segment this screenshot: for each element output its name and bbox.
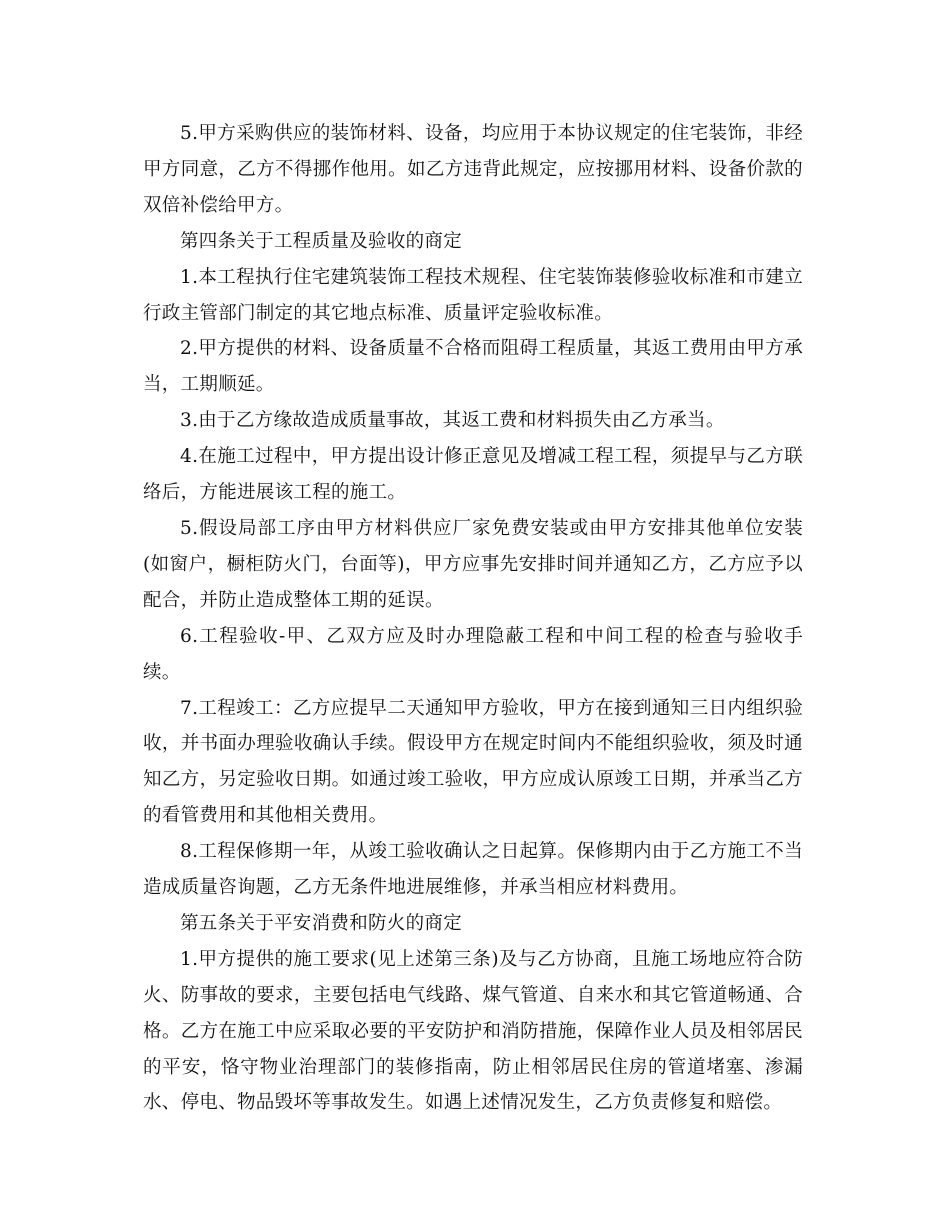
clause-paragraph: 7.工程竣工：乙方应提早二天通知甲方验收，甲方在接到通知三日内组织验收，并书面办理验收确认手续。假设甲方在规定时间内不能组织验收，须及时通知乙方，另定验收日期。如通过竣工验收，甲方应成认原竣工日期，并承当乙方的看管费用和其他相关费用。 xyxy=(143,697,803,827)
clause-paragraph: 1.甲方提供的施工要求(见上述第三条)及与乙方协商，且施工场地应符合防火、防事故的要求，主要包括电气线路、煤气管道、自来水和其它管道畅通、合格。乙方在施工中应采取必要的平安防护和消防措施，保障作业人员及相邻居民的平安，恪守物业治理部门的装修指南，防止相邻居民住房的管道堵塞、渗漏水、停电、物品毁坏等事故发生。如遇上述情况发生，乙方负责修复和赔偿。 xyxy=(143,948,803,1114)
clause-paragraph: 5.甲方采购供应的装饰材料、设备，均应用于本协议规定的住宅装饰，非经甲方同意，乙方不得挪作他用。如乙方违背此规定，应按挪用材料、设备价款的双倍补偿给甲方。 xyxy=(143,123,803,216)
article-heading: 第五条关于平安消费和防火的商定 xyxy=(180,912,463,934)
article-heading: 第四条关于工程质量及验收的商定 xyxy=(180,230,463,252)
clause-paragraph: 6.工程验收-甲、乙双方应及时办理隐蔽工程和中间工程的检查与验收手续。 xyxy=(143,625,803,683)
clause-paragraph: 5.假设局部工序由甲方材料供应厂家免费安装或由甲方安排其他单位安装(如窗户，橱柜防火门，台面等)，甲方应事先安排时间并通知乙方，乙方应予以配合，并防止造成整体工期的延误。 xyxy=(143,517,803,611)
clause-paragraph: 4.在施工过程中，甲方提出设计修正意见及增减工程工程，须提早与乙方联络后，方能进展该工程的施工。 xyxy=(143,446,803,504)
clause-paragraph: 8.工程保修期一年，从竣工验收确认之日起算。保修期内由于乙方施工不当造成质量咨询题，乙方无条件地进展维修，并承当相应材料费用。 xyxy=(143,841,803,899)
clause-paragraph: 2.甲方提供的材料、设备质量不合格而阻碍工程质量，其返工费用由甲方承当，工期顺延。 xyxy=(143,338,803,396)
clause-paragraph: 3.由于乙方缘故造成质量事故，其返工费和材料损失由乙方承当。 xyxy=(180,410,725,432)
clause-paragraph: 1.本工程执行住宅建筑装饰工程技术规程、住宅装饰装修验收标准和市建立行政主管部门制定的其它地点标准、质量评定验收标准。 xyxy=(143,266,803,324)
document-body xyxy=(143,116,803,1121)
